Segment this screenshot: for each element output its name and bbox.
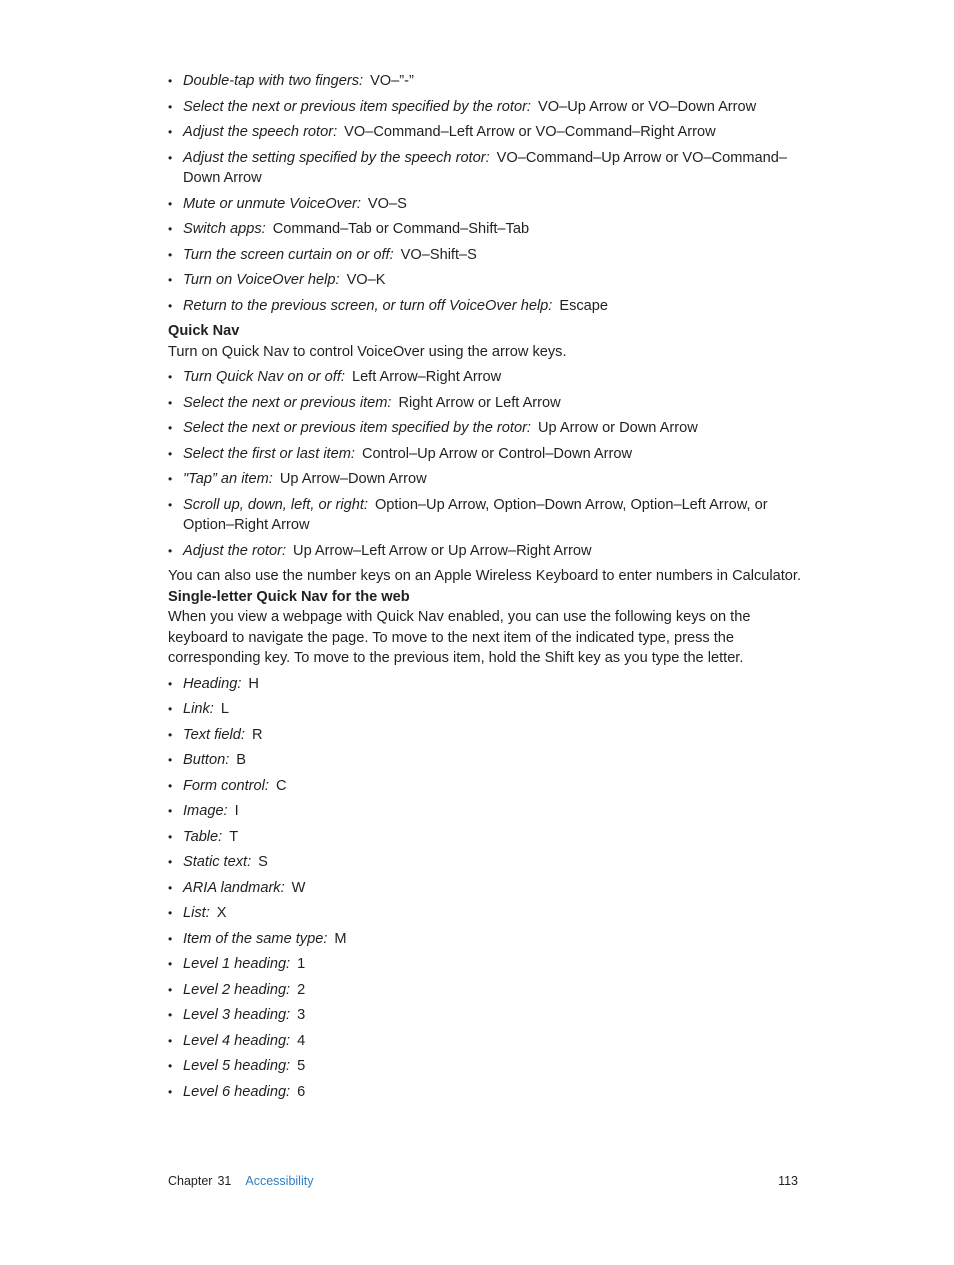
list-item-desc: VO–K	[346, 272, 386, 288]
list-item-desc: VO–Command–Left Arrow or VO–Command–Right Arrow	[344, 124, 716, 140]
bullet-icon: •	[168, 1008, 173, 1022]
list-item	[168, 270, 808, 291]
list-item-desc: VO–”-”	[370, 73, 414, 89]
list-item-desc: Escape	[559, 297, 609, 314]
bullet-icon: •	[168, 829, 173, 844]
list-item-term: Adjust the rotor:	[183, 542, 287, 559]
bullet-icon: •	[168, 222, 173, 236]
section-link-accessibility[interactable]: Accessibility	[245, 1174, 314, 1188]
page-content	[168, 71, 808, 1107]
quick-nav-list	[168, 367, 808, 561]
list-item	[168, 801, 808, 822]
list-item-term: Return to the previous screen, or turn off VoiceOver help:	[183, 297, 553, 314]
list-item	[168, 903, 808, 924]
voiceover-commands-list	[168, 71, 808, 316]
list-item	[168, 469, 808, 490]
quick-nav-intro: Turn on Quick Nav to control VoiceOver using the arrow keys.	[168, 343, 567, 360]
list-item-desc: 6	[297, 1083, 306, 1100]
list-item-desc: Option–Up Arrow, Option–Down Arrow, Option–Left Arrow, or Option–Right Arrow	[183, 496, 768, 533]
list-item	[168, 954, 808, 975]
list-item	[168, 71, 808, 92]
list-item	[168, 1031, 808, 1052]
list-item-term: Turn Quick Nav on or off:	[183, 369, 345, 385]
single-letter-list	[168, 674, 808, 1103]
list-item-desc: M	[334, 930, 347, 947]
list-item-term: Switch apps:	[183, 221, 266, 237]
list-item-desc: 4	[297, 1032, 306, 1049]
list-item-desc: B	[236, 752, 246, 768]
list-item-desc: T	[229, 828, 239, 845]
list-item	[168, 219, 808, 240]
list-item	[168, 194, 808, 215]
bullet-icon: •	[168, 931, 173, 946]
list-item-term: Turn on VoiceOver help:	[183, 272, 340, 288]
list-item-term: "Tap” an item:	[183, 471, 273, 487]
list-item-term: Adjust the speech rotor:	[183, 124, 338, 140]
list-item-term: Adjust the setting specified by the speech rotor:	[183, 149, 490, 166]
list-item-term: Static text:	[183, 854, 252, 870]
list-item	[168, 750, 808, 771]
list-item	[168, 776, 808, 797]
list-item-desc: 5	[297, 1058, 306, 1074]
list-item-term: Table:	[183, 828, 223, 845]
list-item-desc: C	[275, 777, 287, 794]
list-item-term: ARIA landmark:	[183, 879, 285, 896]
list-item-desc: R	[251, 726, 263, 743]
single-letter-heading: Single-letter Quick Nav for the web	[168, 588, 410, 605]
bullet-icon: •	[168, 370, 173, 384]
bullet-icon: •	[168, 778, 173, 793]
list-item-desc: VO–Command–Up Arrow or VO–Command–Down Arrow	[183, 149, 788, 186]
bullet-icon: •	[168, 74, 173, 88]
bullet-icon: •	[168, 497, 173, 512]
list-item-desc: VO–S	[367, 195, 407, 212]
list-item-term: Scroll up, down, left, or right:	[183, 496, 368, 513]
bullet-icon: •	[168, 273, 173, 287]
list-item	[168, 148, 808, 189]
single-letter-intro: When you view a webpage with Quick Nav enabled, you can use the following keys on the keyboard to navigate the page. To move to the next item of the indicated type, press the corresponding key. To move to the previous item, hold the Shift key as you type the letter.	[168, 609, 751, 666]
bullet-icon: •	[168, 727, 173, 742]
list-item	[168, 393, 808, 414]
bullet-icon: •	[168, 804, 173, 818]
bullet-icon: •	[168, 446, 173, 461]
list-item	[168, 725, 808, 746]
bullet-icon: •	[168, 1059, 173, 1073]
list-item-desc: W	[291, 879, 306, 896]
list-item	[168, 1005, 808, 1026]
list-item	[168, 418, 808, 439]
list-item-term: Image:	[183, 803, 228, 819]
list-item-desc: H	[248, 675, 259, 692]
bullet-icon: •	[168, 472, 173, 486]
list-item-desc: Left Arrow–Right Arrow	[351, 369, 502, 385]
page-number: 113	[778, 1174, 798, 1188]
list-item-term: List:	[183, 905, 210, 921]
chapter-number: 31	[217, 1174, 232, 1188]
bullet-icon: •	[168, 982, 173, 997]
list-item	[168, 1082, 808, 1103]
bullet-icon: •	[168, 395, 173, 410]
list-item	[168, 367, 808, 388]
list-item-desc: I	[234, 803, 239, 819]
list-item	[168, 827, 808, 848]
list-item	[168, 296, 808, 317]
list-item-desc: S	[258, 854, 268, 870]
bullet-icon: •	[168, 125, 173, 139]
list-item-desc: VO–Shift–S	[400, 246, 477, 263]
bullet-icon: •	[168, 298, 173, 313]
list-item-term: Mute or unmute VoiceOver:	[183, 195, 361, 212]
list-item-term: Text field:	[183, 726, 245, 743]
list-item	[168, 699, 808, 720]
page-footer	[168, 1173, 798, 1189]
list-item-desc: Up Arrow or Down Arrow	[538, 420, 698, 436]
list-item-desc: 2	[297, 981, 306, 998]
list-item-term: Link:	[183, 701, 214, 717]
list-item-term: Level 5 heading:	[183, 1058, 291, 1074]
calculator-note: You can also use the number keys on an Apple Wireless Keyboard to enter numbers in Calculator.	[168, 568, 802, 584]
bullet-icon: •	[168, 1084, 173, 1099]
bullet-icon: •	[168, 421, 173, 435]
list-item-desc: Up Arrow–Down Arrow	[279, 471, 427, 487]
list-item-term: Double-tap with two fingers:	[183, 73, 364, 89]
list-item	[168, 1056, 808, 1077]
list-item-term: Level 3 heading:	[183, 1007, 291, 1023]
list-item-term: Form control:	[183, 777, 269, 794]
bullet-icon: •	[168, 247, 173, 262]
chapter-label: Chapter	[168, 1174, 213, 1188]
list-item	[168, 674, 808, 695]
list-item-term: Level 4 heading:	[183, 1032, 291, 1049]
list-item-term: Heading:	[183, 675, 242, 692]
list-item-desc: Right Arrow or Left Arrow	[398, 394, 561, 411]
list-item-desc: VO–Up Arrow or VO–Down Arrow	[538, 98, 757, 115]
bullet-icon: •	[168, 676, 173, 691]
bullet-icon: •	[168, 957, 173, 971]
list-item-term: Item of the same type:	[183, 930, 328, 947]
list-item-term: Select the next or previous item specified by the rotor:	[183, 98, 531, 115]
list-item	[168, 878, 808, 899]
bullet-icon: •	[168, 150, 173, 165]
quick-nav-heading: Quick Nav	[168, 323, 240, 339]
bullet-icon: •	[168, 855, 173, 869]
list-item	[168, 852, 808, 873]
list-item-term: Level 6 heading:	[183, 1083, 291, 1100]
list-item	[168, 495, 808, 536]
list-item-term: Button:	[183, 752, 230, 768]
list-item-term: Turn the screen curtain on or off:	[183, 246, 394, 263]
list-item-desc: 3	[297, 1007, 306, 1023]
bullet-icon: •	[168, 702, 173, 716]
list-item-desc: L	[220, 701, 229, 717]
list-item	[168, 444, 808, 465]
bullet-icon: •	[168, 99, 173, 114]
list-item-term: Level 2 heading:	[183, 981, 291, 998]
list-item-desc: Up Arrow–Left Arrow or Up Arrow–Right Arrow	[293, 542, 592, 559]
bullet-icon: •	[168, 543, 173, 558]
list-item	[168, 929, 808, 950]
list-item-term: Select the next or previous item:	[183, 394, 392, 411]
list-item	[168, 122, 808, 143]
list-item	[168, 245, 808, 266]
list-item-desc: 1	[297, 956, 306, 972]
list-item-term: Level 1 heading:	[183, 956, 291, 972]
list-item-desc: Command–Tab or Command–Shift–Tab	[272, 221, 530, 237]
bullet-icon: •	[168, 196, 173, 211]
bullet-icon: •	[168, 906, 173, 920]
list-item	[168, 97, 808, 118]
list-item	[168, 980, 808, 1001]
list-item-term: Select the first or last item:	[183, 445, 355, 462]
list-item	[168, 541, 808, 562]
bullet-icon: •	[168, 753, 173, 767]
bullet-icon: •	[168, 1033, 173, 1048]
bullet-icon: •	[168, 880, 173, 895]
list-item-term: Select the next or previous item specified by the rotor:	[183, 420, 531, 436]
list-item-desc: X	[216, 905, 227, 921]
list-item-desc: Control–Up Arrow or Control–Down Arrow	[361, 445, 633, 462]
